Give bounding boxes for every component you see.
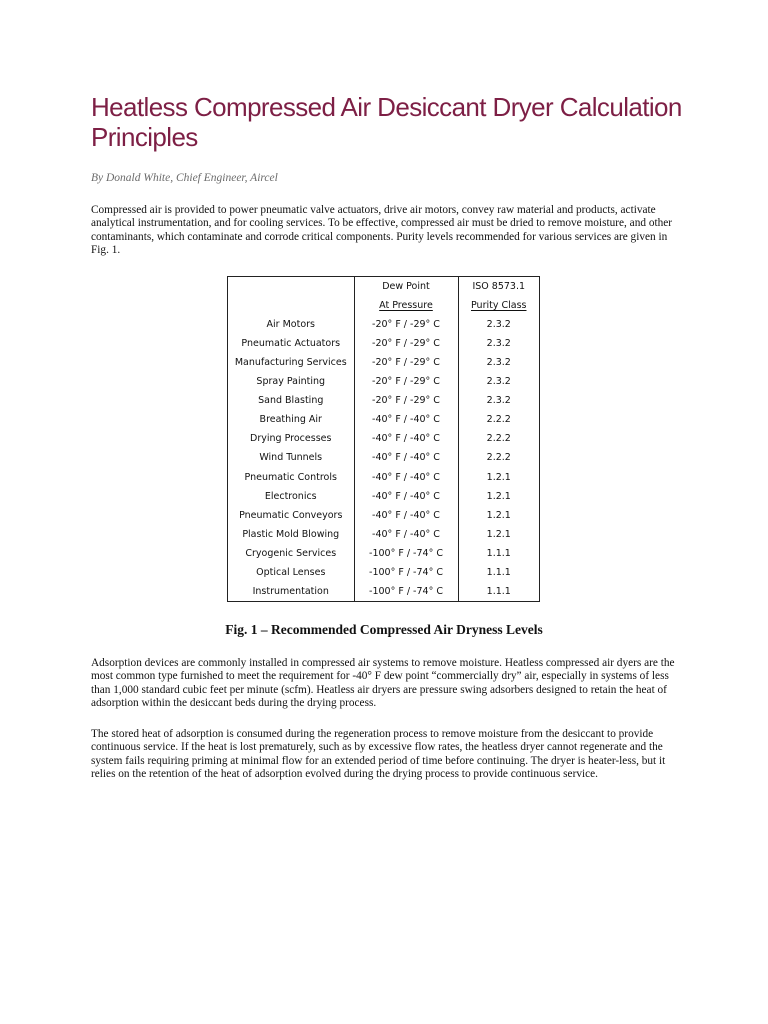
table-row — [228, 506, 539, 525]
author-byline: By Donald White, Chief Engineer, Aircel — [91, 172, 278, 184]
table-row — [228, 315, 539, 334]
header-at-pressure-text: At Pressure — [379, 300, 433, 311]
purity-class-cell: 2.3.2 — [458, 391, 539, 410]
table-row — [228, 391, 539, 410]
table-row — [228, 372, 539, 391]
purity-class-cell: 1.1.1 — [458, 582, 539, 601]
dew-point-cell: -40° F / -40° C — [354, 429, 458, 448]
dew-point-cell: -100° F / -74° C — [354, 544, 458, 563]
table-row — [228, 487, 539, 506]
purity-class-cell: 2.3.2 — [458, 372, 539, 391]
purity-class-cell: 2.2.2 — [458, 448, 539, 467]
table-row — [228, 468, 539, 487]
dew-point-cell: -40° F / -40° C — [354, 448, 458, 467]
service-cell: Pneumatic Conveyors — [239, 509, 343, 521]
service-cell: Sand Blasting — [258, 395, 324, 407]
dew-point-cell: -100° F / -74° C — [354, 582, 458, 601]
table-header-row-2 — [228, 296, 539, 315]
table-row — [228, 582, 539, 601]
dew-point-cell: -40° F / -40° C — [354, 506, 458, 525]
purity-class-cell: 1.2.1 — [458, 468, 539, 487]
dew-point-cell: -40° F / -40° C — [354, 525, 458, 544]
service-cell: Pneumatic Controls — [244, 471, 337, 483]
table-header-row-1 — [228, 277, 539, 296]
header-purity-class — [458, 296, 539, 315]
purity-class-cell: 1.2.1 — [458, 506, 539, 525]
header-service-blank-2 — [228, 296, 354, 315]
service-cell: Drying Processes — [250, 433, 332, 445]
table-row — [228, 448, 539, 467]
purity-class-cell: 2.3.2 — [458, 353, 539, 372]
dryness-table-grid — [228, 277, 539, 601]
purity-class-cell: 2.2.2 — [458, 410, 539, 429]
table-row — [228, 410, 539, 429]
service-cell: Air Motors — [266, 319, 315, 331]
table-row — [228, 353, 539, 372]
dew-point-cell: -20° F / -29° C — [354, 334, 458, 353]
dew-point-cell: -20° F / -29° C — [354, 315, 458, 334]
service-cell: Cryogenic Services — [245, 547, 337, 559]
table-row — [228, 429, 539, 448]
figure-caption: Fig. 1 – Recommended Compressed Air Dryness Levels — [225, 622, 543, 637]
regeneration-paragraph: The stored heat of adsorption is consumed during the regeneration process to remove moisture from the desiccant to provide continuous service. If the heat is lost prematurely, such as by excessive flow rates, the heatless dryer cannot regenerate and the system fails requiring priming at minimal flow for an extended period of time before continuing. The dryer is heater-less, but it relies on the retention of the heat of adsorption evolved during the drying process to provide continuous service. — [91, 728, 666, 780]
intro-paragraph: Compressed air is provided to power pneumatic valve actuators, drive air motors, convey raw material and products, activate analytical instrumentation, and for cooling services. To be effective, compressed air must be dried to remove moisture, and other contaminants, which contaminate and corrode critical components. Purity levels recommended for various services are given in Fig. 1. — [91, 204, 673, 256]
service-cell: Plastic Mold Blowing — [242, 528, 340, 540]
service-cell: Pneumatic Actuators — [241, 338, 341, 350]
adsorption-paragraph: Adsorption devices are commonly installed in compressed air systems to remove moisture. Heatless compressed air dyers are the most common type furnished to meet the requirement for -40° F dew point “commercially dry” air, especially in systems of less than 1,000 standard cubic feet per minute (scfm). Heatless air dryers are pressure swing adsorbers designed to retain the heat of adsorption within the desiccant beds during the drying process. — [91, 657, 675, 709]
service-cell: Electronics — [264, 490, 317, 502]
purity-class-cell: 1.1.1 — [458, 563, 539, 582]
service-cell: Wind Tunnels — [259, 452, 323, 464]
purity-class-cell: 1.2.1 — [458, 525, 539, 544]
dew-point-cell: -40° F / -40° C — [354, 410, 458, 429]
purity-class-cell: 2.3.2 — [458, 334, 539, 353]
purity-class-cell: 1.1.1 — [458, 544, 539, 563]
service-cell: Manufacturing Services — [234, 357, 347, 369]
service-cell: Optical Lenses — [256, 566, 326, 578]
purity-class-cell: 2.2.2 — [458, 429, 539, 448]
dew-point-cell: -40° F / -40° C — [354, 487, 458, 506]
header-purity-class-text: Purity Class — [471, 300, 527, 311]
table-row — [228, 563, 539, 582]
header-dew-point: Dew Point — [354, 277, 458, 296]
dew-point-cell: -20° F / -29° C — [354, 391, 458, 410]
dew-point-cell: -20° F / -29° C — [354, 353, 458, 372]
dew-point-cell: -40° F / -40° C — [354, 468, 458, 487]
header-at-pressure — [354, 296, 458, 315]
dryness-levels-table — [227, 276, 540, 602]
table-row — [228, 544, 539, 563]
header-iso: ISO 8573.1 — [458, 277, 539, 296]
service-cell: Spray Painting — [256, 376, 326, 388]
purity-class-cell: 2.3.2 — [458, 315, 539, 334]
table-row — [228, 334, 539, 353]
dew-point-cell: -20° F / -29° C — [354, 372, 458, 391]
table-row — [228, 525, 539, 544]
purity-class-cell: 1.2.1 — [458, 487, 539, 506]
document-title: Heatless Compressed Air Desiccant Dryer Calculation Principles — [91, 92, 682, 152]
header-service-blank — [228, 277, 354, 296]
service-cell: Instrumentation — [252, 585, 329, 597]
service-cell: Breathing Air — [259, 414, 322, 426]
dew-point-cell: -100° F / -74° C — [354, 563, 458, 582]
